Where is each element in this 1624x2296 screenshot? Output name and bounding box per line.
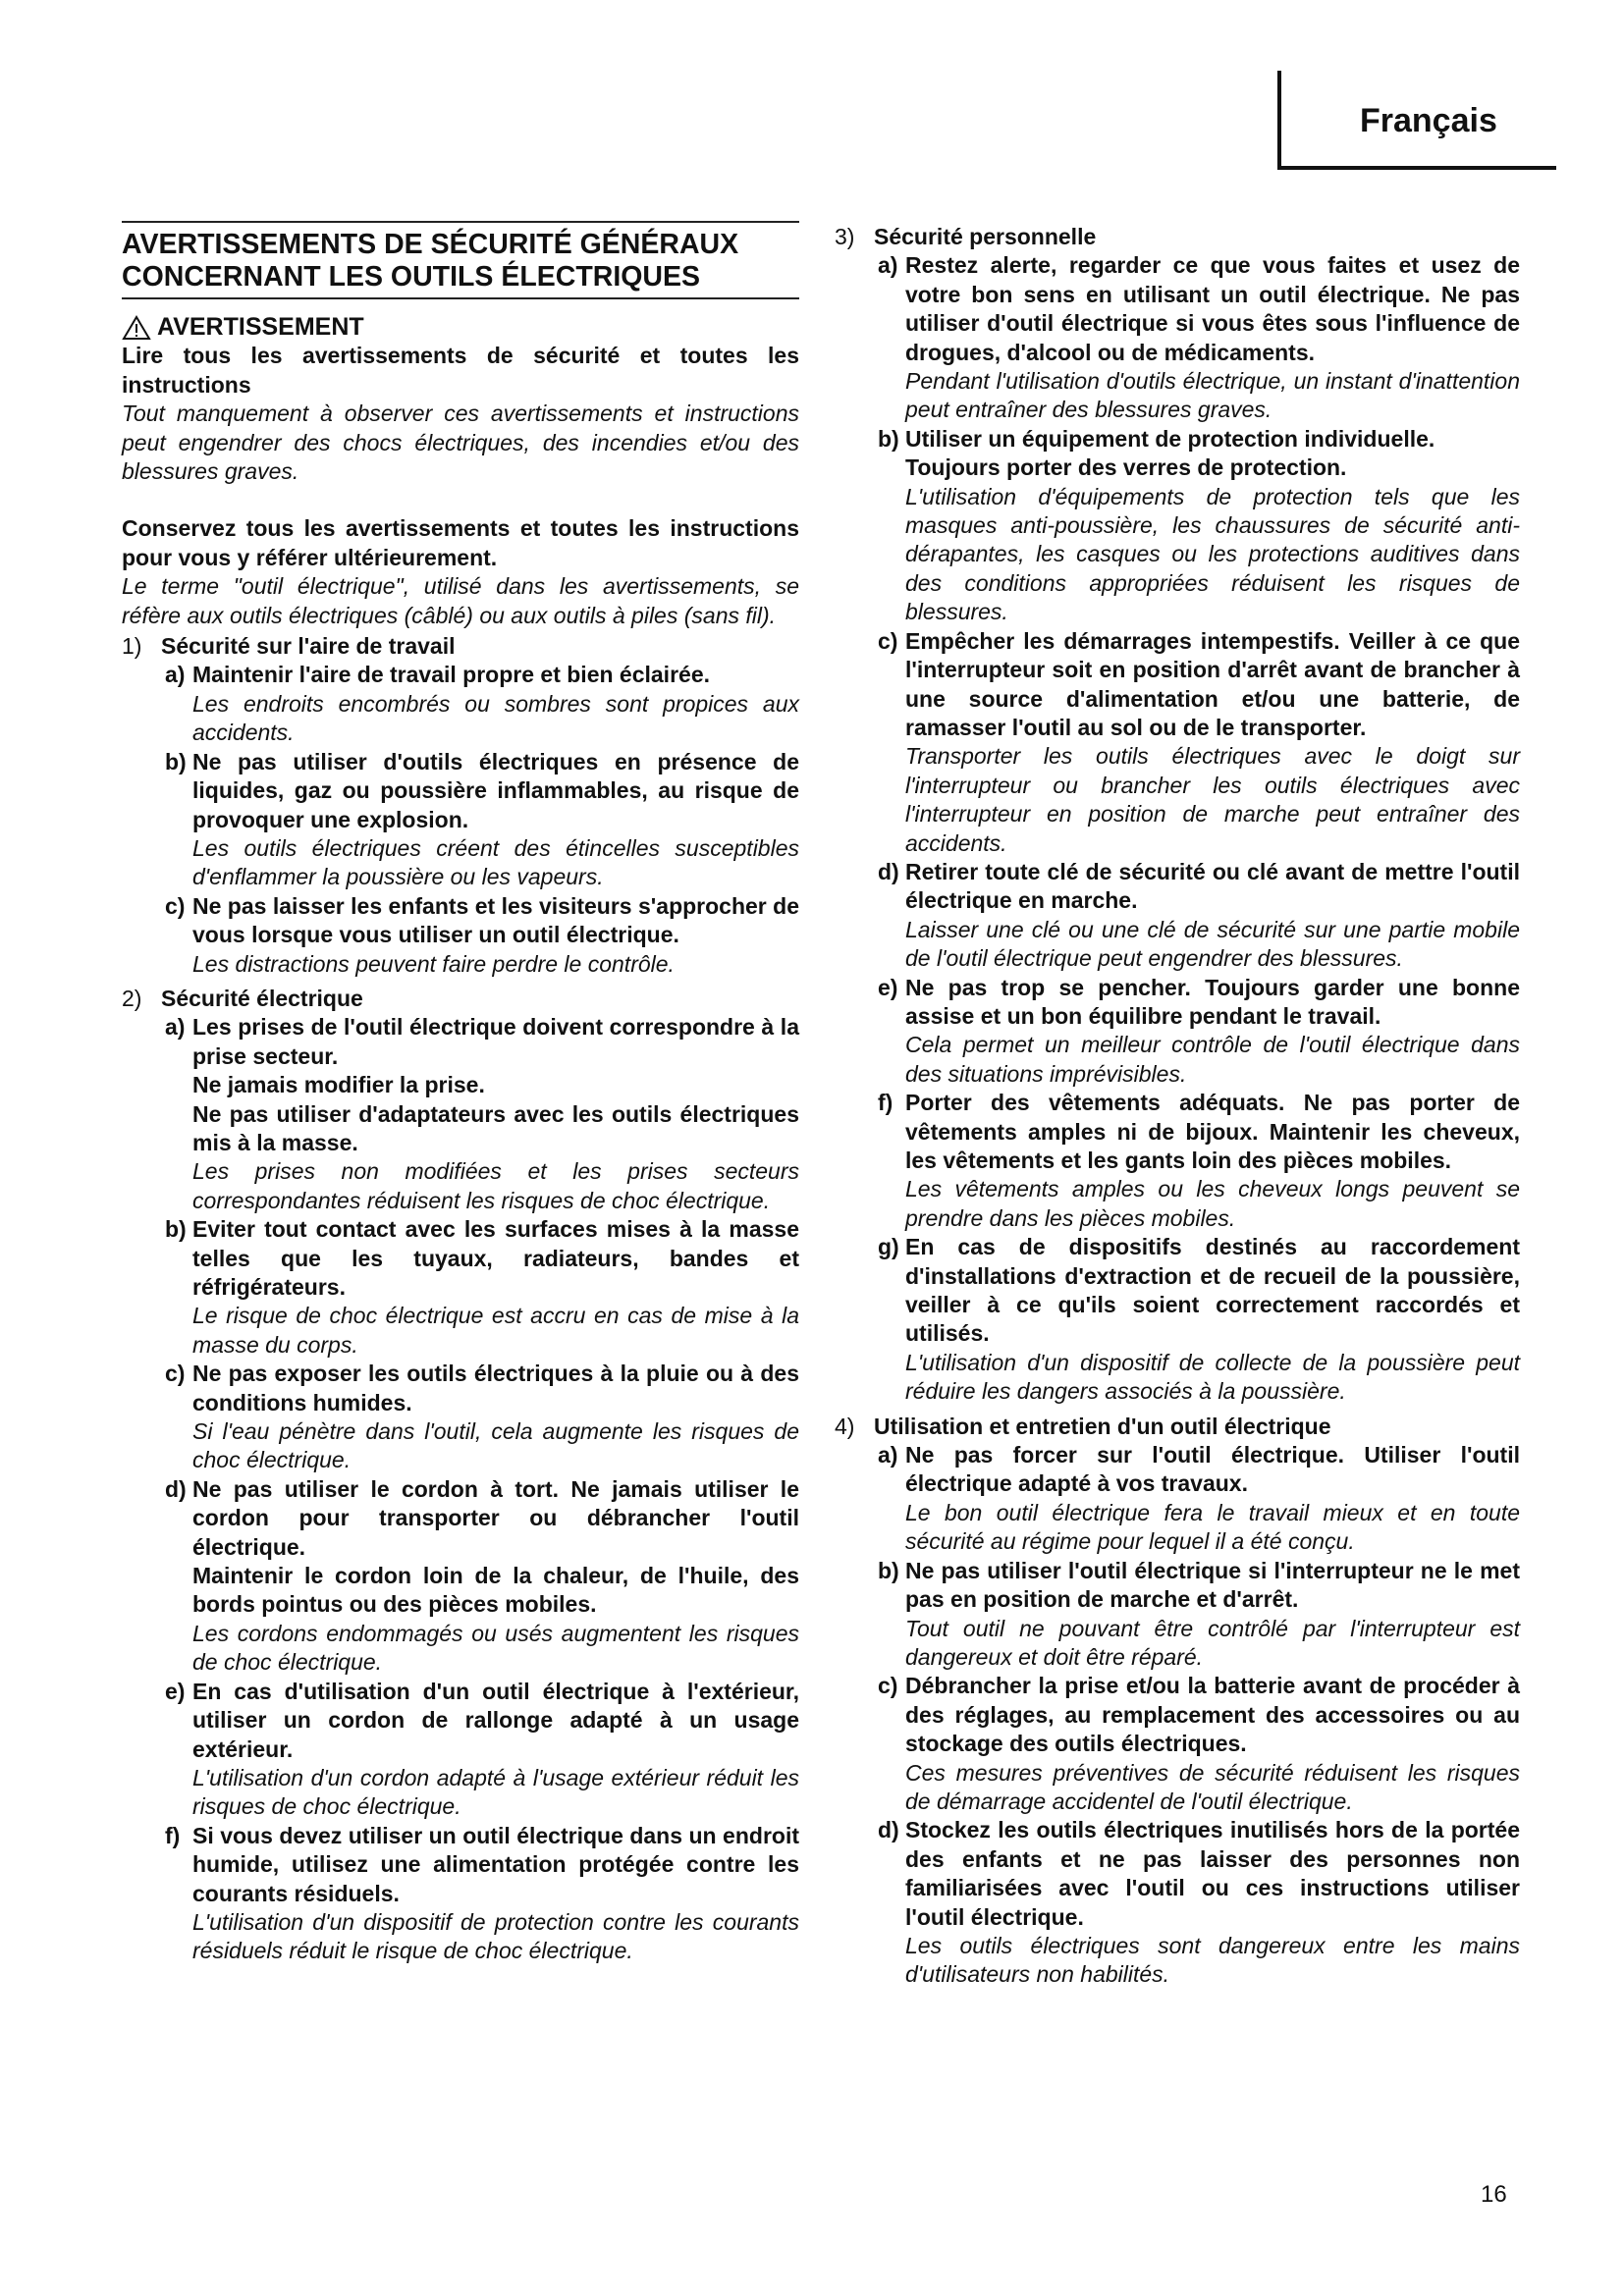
list-item [878,627,1520,858]
list-item [165,661,799,747]
item-body [905,974,1520,1090]
list-item [878,858,1520,974]
item-instruction: En cas de dispositifs destinés au raccordement d'installations d'extraction et de recueil de la poussière, veiller à ce qu'ils soient correctement raccordés et utilisés. [905,1234,1520,1347]
item-explanation: Pendant l'utilisation d'outils électrique, un instant d'inattention peut entraîner des blessures graves. [905,368,1520,423]
item-label: g) [878,1234,899,1260]
item-label: b) [878,425,899,452]
item-label: a) [878,1442,898,1468]
section-title: Sécurité électrique [161,985,363,1011]
list-item [165,748,799,892]
left-sections [122,632,799,1966]
list-item [878,1441,1520,1557]
item-explanation: Les distractions peuvent faire perdre le contrôle. [192,950,675,977]
item-label: f) [878,1090,893,1116]
list-item [878,974,1520,1090]
list-item [165,1013,799,1215]
item-instruction: Restez alerte, regarder ce que vous faites et usez de votre bon sens en utilisant un outil électrique. Ne pas utiliser d'outil électrique si vous êtes sous l'influence de drogues, d'alcool ou de médicaments. [905,252,1520,365]
warning-italic-text: Tout manquement à observer ces avertissements et instructions peut engendrer des chocs électriques, des incendies et/ou des blessures graves. [122,400,799,485]
item-instruction: Maintenir l'aire de travail propre et bien éclairée. [192,662,711,688]
section-heading [835,1413,1520,1441]
page-number: 16 [1481,2181,1507,2208]
section-heading [122,632,799,661]
item-instruction-extra: Toujours porter des verres de protection. [905,454,1347,481]
list-item [878,1557,1520,1673]
item-instruction: Ne pas utiliser le cordon à tort. Ne jamais utiliser le cordon pour transporter ou débrancher l'outil électrique. [192,1475,799,1560]
item-explanation: Ces mesures préventives de sécurité réduisent les risques de démarrage accidentel de l'outil électrique. [905,1759,1520,1814]
list-item [878,1816,1520,1989]
warning-label: AVERTISSEMENT [157,313,364,341]
list-item [878,1233,1520,1406]
right-column [835,221,1520,1996]
right-sections [835,223,1520,1990]
section-title: Sécurité personnelle [874,224,1097,249]
section-number: 1) [122,633,142,660]
list-item [878,425,1520,627]
item-explanation: L'utilisation d'équipements de protection tels que les masques anti-poussière, les chaussures de sécurité anti-dérapantes, les casques ou les protections auditives dans des conditions appropriées réduisent les risques de blessures. [905,483,1520,625]
item-label: c) [165,1361,186,1387]
list-item [878,251,1520,424]
item-label: d) [878,1817,899,1843]
list-item [165,892,799,979]
section-1 [122,632,799,979]
item-body [905,1233,1520,1406]
section-title: Utilisation et entretien d'un outil électrique [874,1413,1331,1439]
item-instruction: En cas d'utilisation d'un outil électrique à l'extérieur, utiliser un cordon de rallonge adapté à un usage extérieur. [192,1678,799,1762]
item-explanation: Laisser une clé ou une clé de sécurité sur une partie mobile de l'outil électrique peut engendrer des blessures. [905,916,1520,972]
item-body [192,1822,799,1966]
item-explanation: Le risque de choc électrique est accru en cas de mise à la masse du corps. [192,1303,799,1358]
section-2 [122,985,799,1966]
item-body [192,892,799,979]
item-body [905,1441,1520,1557]
item-explanation: Si l'eau pénètre dans l'outil, cela augmente les risques de choc électrique. [192,1418,799,1473]
item-explanation: Cela permet un meilleur contrôle de l'outil électrique dans des situations imprévisibles. [905,1032,1520,1087]
section-title-block [122,221,799,299]
item-body [905,425,1520,627]
list-item [165,1678,799,1822]
item-explanation: Le bon outil électrique fera le travail mieux et en toute sécurité au régime pour lequel il a été conçu. [905,1499,1520,1555]
page-title-line-2: CONCERNANT LES OUTILS ÉLECTRIQUES [122,261,701,293]
item-label: e) [165,1678,186,1704]
item-explanation: Les prises non modifiées et les prises secteurs correspondantes réduisent les risques de choc électrique. [192,1158,799,1213]
section-3 [835,223,1520,1407]
item-label: d) [165,1475,187,1502]
item-body [905,627,1520,858]
item-body [192,1360,799,1475]
warning-heading [122,313,799,342]
item-label: a) [165,662,186,688]
item-label: a) [165,1014,186,1041]
conserve-italic-text: Le terme "outil électrique", utilisé dans les avertissements, se réfère aux outils électriques (câblé) ou aux outils à piles (sans fil). [122,573,799,628]
item-label: b) [165,1216,187,1243]
item-explanation: Les cordons endommagés ou usés augmentent les risques de choc électrique. [192,1620,799,1676]
item-explanation: L'utilisation d'un dispositif de collecte de la poussière peut réduire les dangers associés à la poussière. [905,1349,1520,1405]
item-instruction: Débrancher la prise et/ou la batterie avant de procéder à des réglages, au remplacement des accessoires ou au stockage des outils électriques. [905,1673,1520,1757]
item-body [192,661,799,747]
item-label: e) [878,974,898,1000]
warning-triangle-icon [122,315,151,341]
left-column [122,221,799,1972]
list-item [165,1822,799,1966]
item-instruction: Si vous devez utiliser un outil électrique dans un endroit humide, utilisez une alimentation protégée contre les courants résiduels. [192,1822,799,1906]
section-number: 4) [835,1413,855,1439]
section-4 [835,1413,1520,1990]
item-label: c) [878,627,898,654]
item-instruction-extra: Ne pas utiliser d'adaptateurs avec les outils électriques mis à la masse. [192,1100,799,1155]
item-instruction: Ne pas laisser les enfants et les visiteurs s'approcher de vous lorsque vous utiliser un outil électrique. [192,892,799,948]
item-explanation: Les endroits encombrés ou sombres sont propices aux accidents. [192,690,799,746]
item-instruction: Ne pas exposer les outils électriques à la pluie ou à des conditions humides. [192,1361,799,1415]
item-body [192,1678,799,1822]
item-explanation: L'utilisation d'un dispositif de protection contre les courants résiduels réduit le risque de choc électrique. [192,1908,799,1964]
item-body [905,1089,1520,1233]
item-label: c) [165,892,186,919]
item-instruction: Ne pas trop se pencher. Toujours garder une bonne assise et un bon équilibre pendant le travail. [905,974,1520,1029]
item-explanation: Transporter les outils électriques avec le doigt sur l'interrupteur ou brancher les outils électriques avec l'interrupteur en position de marche peut entraîner des accidents. [905,743,1520,856]
list-item [878,1089,1520,1233]
item-explanation: L'utilisation d'un cordon adapté à l'usage extérieur réduit les risques de choc électrique. [192,1764,799,1820]
list-item [165,1360,799,1475]
item-label: a) [878,252,898,279]
list-item [165,1475,799,1678]
item-body [905,1672,1520,1816]
list-item [165,1215,799,1360]
warning-bold-text: Lire tous les avertissements de sécurité et toutes les instructions [122,343,799,398]
section-heading [122,985,799,1013]
item-label: b) [878,1557,899,1583]
conserve-bold-text: Conservez tous les avertissements et toutes les instructions pour vous y référer ultérieurement. [122,515,799,570]
item-body [192,748,799,892]
item-label: c) [878,1673,898,1699]
header-horizontal-rule [1277,166,1556,170]
item-instruction: Retirer toute clé de sécurité ou clé avant de mettre l'outil électrique en marche. [905,858,1520,914]
item-label: d) [878,858,899,884]
item-body [192,1215,799,1360]
item-instruction: Ne pas utiliser l'outil électrique si l'interrupteur ne le met pas en position de marche et d'arrêt. [905,1557,1520,1613]
item-label: f) [165,1822,181,1848]
item-body [192,1475,799,1678]
item-instruction: Stockez les outils électriques inutilisés hors de la portée des enfants et ne pas laisser des personnes non familiarisées avec l'outil ou ces instructions utiliser l'outil électrique. [905,1817,1520,1930]
item-explanation: Les outils électriques créent des étincelles susceptibles d'enflammer la poussière ou les vapeurs. [192,834,799,890]
item-explanation: Tout outil ne pouvant être contrôlé par l'interrupteur est dangereux et doit être réparé. [905,1615,1520,1670]
header-vertical-rule [1277,71,1281,170]
item-label: b) [165,748,187,774]
item-instruction: Ne pas utiliser d'outils électriques en présence de liquides, gaz ou poussière inflammables, au risque de provoquer une explosion. [192,748,799,832]
item-instruction: Empêcher les démarrages intempestifs. Veiller à ce que l'interrupteur soit en position d'arrêt avant de brancher à une source d'alimentation et/ou une batterie, de ramasser l'outil au sol ou de le transporter. [905,627,1520,740]
section-number: 2) [122,985,142,1011]
item-instruction: Utiliser un équipement de protection individuelle. [905,425,1435,452]
item-instruction-extra: Maintenir le cordon loin de la chaleur, de l'huile, des bords pointus ou des pièces mobiles. [192,1563,799,1618]
item-instruction: Ne pas forcer sur l'outil électrique. Utiliser l'outil électrique adapté à vos travaux. [905,1442,1520,1497]
item-body [905,1816,1520,1989]
page-title-line-1: AVERTISSEMENTS DE SÉCURITÉ GÉNÉRAUX [122,229,739,260]
section-number: 3) [835,224,855,249]
item-instruction-extra: Ne jamais modifier la prise. [192,1072,485,1098]
list-item [878,1672,1520,1816]
item-instruction: Eviter tout contact avec les surfaces mises à la masse telles que les tuyaux, radiateurs, bandes et réfrigérateurs. [192,1216,799,1300]
language-label: Français [1360,102,1497,139]
item-body [905,251,1520,424]
item-body [905,1557,1520,1673]
section-title: Sécurité sur l'aire de travail [161,633,456,660]
item-instruction: Porter des vêtements adéquats. Ne pas porter de vêtements amples ni de bijoux. Maintenir les cheveux, les vêtements et les gants loin des pièces mobiles. [905,1090,1520,1173]
item-explanation: Les outils électriques sont dangereux entre les mains d'utilisateurs non habilités. [905,1932,1520,1988]
item-instruction: Les prises de l'outil électrique doivent correspondre à la prise secteur. [192,1014,799,1069]
item-body [905,858,1520,974]
item-explanation: Les vêtements amples ou les cheveux longs peuvent se prendre dans les pièces mobiles. [905,1176,1520,1231]
section-heading [835,223,1520,251]
item-body [192,1013,799,1215]
